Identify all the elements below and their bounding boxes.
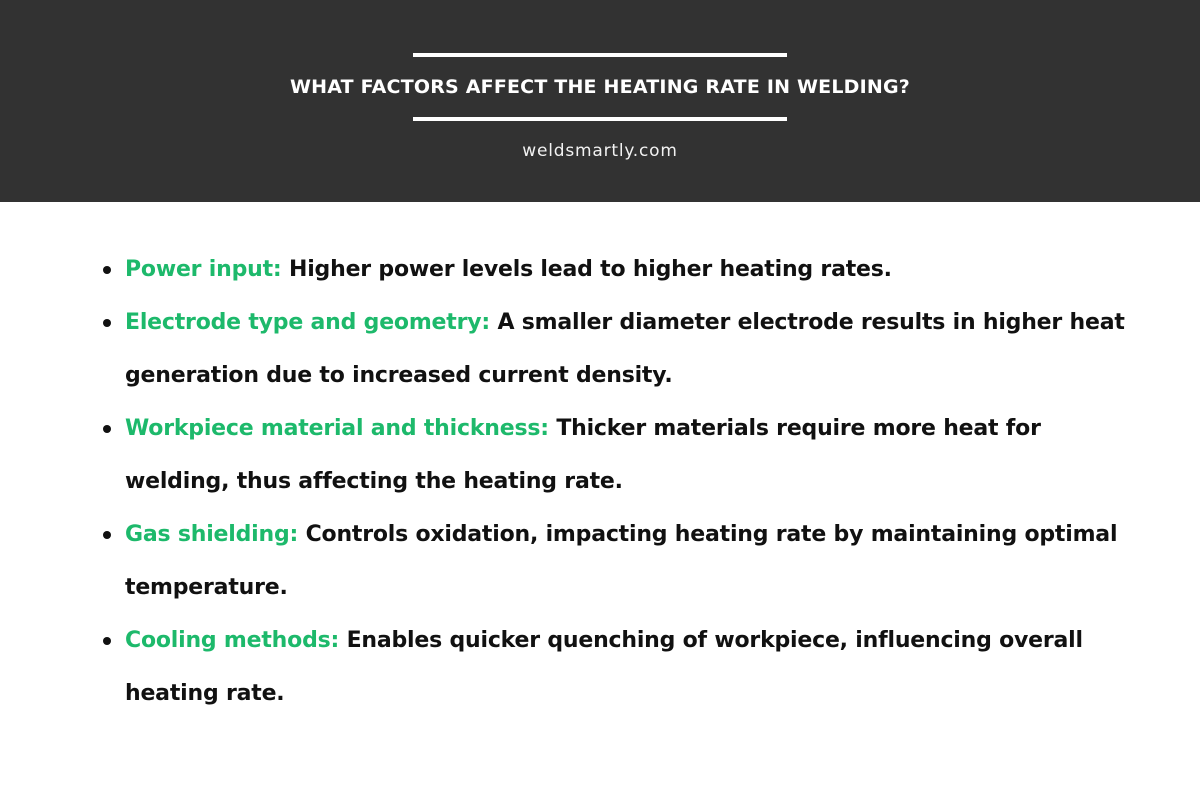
factor-key: Workpiece material and thickness: — [125, 416, 549, 441]
bullet-icon — [103, 266, 111, 274]
bullet-icon — [103, 425, 111, 433]
list-item — [125, 614, 1135, 720]
factor-key: Electrode type and geometry: — [125, 310, 490, 335]
factor-key: Gas shielding: — [125, 522, 299, 547]
page-title: WHAT FACTORS AFFECT THE HEATING RATE IN WELDING? — [289, 76, 911, 98]
bottom-divider — [413, 117, 787, 121]
list-item — [125, 402, 1135, 508]
top-divider — [413, 53, 787, 57]
list-item — [125, 243, 1135, 296]
factor-text: A smaller diameter electrode results in higher heat generation due to increased current density. — [125, 310, 1125, 388]
factor-text: Enables quicker quenching of workpiece, influencing overall heating rate. — [125, 628, 1083, 706]
bullet-icon — [103, 531, 111, 539]
factor-text: Controls oxidation, impacting heating rate by maintaining optimal temperature. — [125, 522, 1118, 600]
bullet-icon — [103, 319, 111, 327]
factor-key: Power input: — [125, 257, 282, 282]
factor-text: Thicker materials require more heat for welding, thus affecting the heating rate. — [125, 416, 1041, 494]
list-item — [125, 508, 1135, 614]
factors-list — [100, 243, 1135, 720]
bullet-icon — [103, 637, 111, 645]
site-name: weldsmartly.com — [522, 141, 678, 161]
header-banner — [0, 0, 1200, 202]
factor-text: Higher power levels lead to higher heating rates. — [289, 257, 892, 282]
list-item — [125, 296, 1135, 402]
factor-key: Cooling methods: — [125, 628, 340, 653]
